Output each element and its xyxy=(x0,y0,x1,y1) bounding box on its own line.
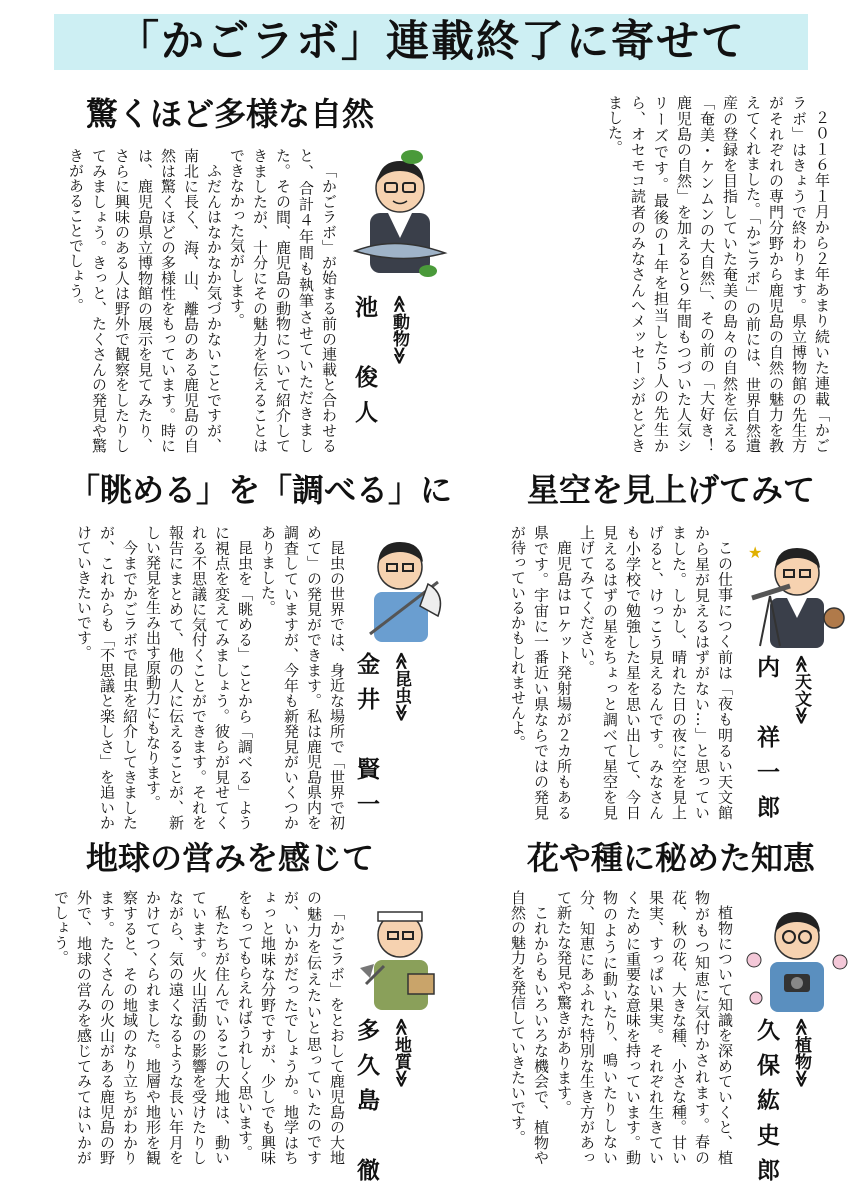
portrait-kubo xyxy=(742,890,852,1015)
section-heading-animals: 驚くほど多様な自然 xyxy=(86,95,375,133)
paragraph: 鹿児島はロケット発射場が２カ所もある県です。宇宙に一番近い県ならではの発見が待っているかもしれませんよ。 xyxy=(509,525,573,820)
paragraph: 今までかごラボで昆虫を紹介してきましたが、これからも「不思議と楽しさ」を追いかけていきたいです。 xyxy=(75,525,139,830)
section-heading-geology: 地球の営みを感じて xyxy=(86,839,375,877)
author-name: 多久島 徹 xyxy=(353,1018,380,1193)
section-body-insects xyxy=(20,525,348,830)
author-name: 久保紘史郎 xyxy=(753,1018,780,1193)
author-takushima xyxy=(353,1018,414,1193)
intro-paragraph: ２０１６年１月から２年あまり続いた連載「かごラボ」はきょうで終わります。県立博物館の先生方がそれぞれの専門分野から鹿児島の自然の魅力を教えてくれました。「かごラボ」の前には、世界自然遺産の登録を目指していた奄美の島々の自然を伝える「奄美・ケンムンの大自然」、その前の「大好き！ 鹿児島の自然」を加えると９年間もつづいた人気シリーズです。最後の１年を担当した５人の先生から、オセモコ読者のみなさんへメッセージがとどきました。 xyxy=(606,95,831,468)
portrait-uchi xyxy=(742,528,852,648)
field-label: ≪天文≫ xyxy=(791,655,811,725)
paragraph: 昆虫の世界では、身近な場所で「世界で初めて」の発見ができます。私は鹿児島県内を調査していますが、今年も新発見がいくつかありました。 xyxy=(259,525,346,830)
section-body-plants xyxy=(496,890,736,1165)
author-kubo xyxy=(753,1018,814,1193)
section-heading-astronomy: 星空を見上げてみて xyxy=(527,471,816,509)
paragraph: ふだんはなかなか気づかないことですが、南北に長く、海、山、離島のある鹿児島の自然は驚くほどの多様性をもっています。時には、鹿児島県立博物館の展示を見てみたり、さらに興味のある人は野外で観察をしたりしてみましょう。きっと、たくさんの発見や驚きがあることでしょう。 xyxy=(67,148,223,453)
field-label: ≪地質≫ xyxy=(391,1018,411,1088)
author-name: 内 祥一郎 xyxy=(753,655,780,830)
author-kanai xyxy=(353,652,414,827)
section-body-astronomy xyxy=(496,525,736,820)
banner-title: 「かごラボ」連載終了に寄せて xyxy=(54,14,808,70)
author-uchi xyxy=(753,655,814,830)
section-body-geology xyxy=(20,890,348,1165)
field-label: ≪動物≫ xyxy=(389,295,409,365)
field-label: ≪昆虫≫ xyxy=(391,652,411,722)
paragraph: 植物について知識を深めていくと、植物がもつ知恵に気付かされます。春の花、秋の花、大きな種、小さな種。甘い果実、すっぱい果実。それぞれ生きていくために重要な意味を持っています。動物のように動いたり、鳴いたりしない分、知恵にあふれた特別な生き方があって新たな発見や驚きがあります。 xyxy=(555,890,734,1165)
author-name: 金井 賢一 xyxy=(353,652,380,827)
author-name: 池 俊人 xyxy=(351,295,378,435)
field-label: ≪植物≫ xyxy=(791,1018,811,1088)
paragraph: これからもいろいろな機会で、植物や自然の魅力を発信していきたいです。 xyxy=(509,890,550,1165)
paragraph: 「かごラボ」をとおして鹿児島の大地の魅力を伝えたいと思っていたのですが、いかがだったでしょうか。地学はちょっと地味な分野ですが、少しでも興味をもってもらえればうれしく思います。 xyxy=(236,890,346,1165)
paragraph: 私たちが住んでいるこの大地は、動いています。火山活動の影響を受けたりしながら、気の遠くなるような長い年月をかけてつくられました。地層や地形を観察すると、その地域のなり立ちがわかります。たくさんの火山がある鹿児島の野外で、地球の営みを感じてみてはいかがでしょう。 xyxy=(52,890,231,1165)
section-heading-insects: 「眺める」を「調べる」に xyxy=(68,471,453,509)
portrait-ike xyxy=(350,143,450,283)
paragraph: 昆虫を「眺める」ことから「調べる」ように視点を変えてみましょう。彼らが見せてくれる不思議に気付くことができます。それを報告にまとめて、他の人に伝えることが、新しい発見を生み出す原動力にもなります。 xyxy=(144,525,254,830)
portrait-kanai xyxy=(350,522,450,642)
paragraph: この仕事につく前は「夜も明るい天文館から星が見えるはずがない…」と思っていました。しかし、晴れた日の夜に空を見上げると、けっこう見えるんです。みなさんも小学校で勉強した星を思い出して、今日見えるはずの星をちょっと調べて星空を見上げてみてください。 xyxy=(578,525,734,820)
portrait-takushima xyxy=(350,888,450,1013)
section-body-animals xyxy=(22,148,340,453)
intro-text xyxy=(528,95,833,468)
author-ike xyxy=(351,295,412,435)
paragraph: 「かごラボ」が始まる前の連載と合わせると、合計４年間も執筆させていただきました。その間、鹿児島の動物について紹介してきましたが、十分にその魅力を伝えることはできなかった気がします。 xyxy=(228,148,338,453)
svg-text:★: ★ xyxy=(748,543,763,562)
section-heading-plants: 花や種に秘めた知恵 xyxy=(527,839,816,877)
